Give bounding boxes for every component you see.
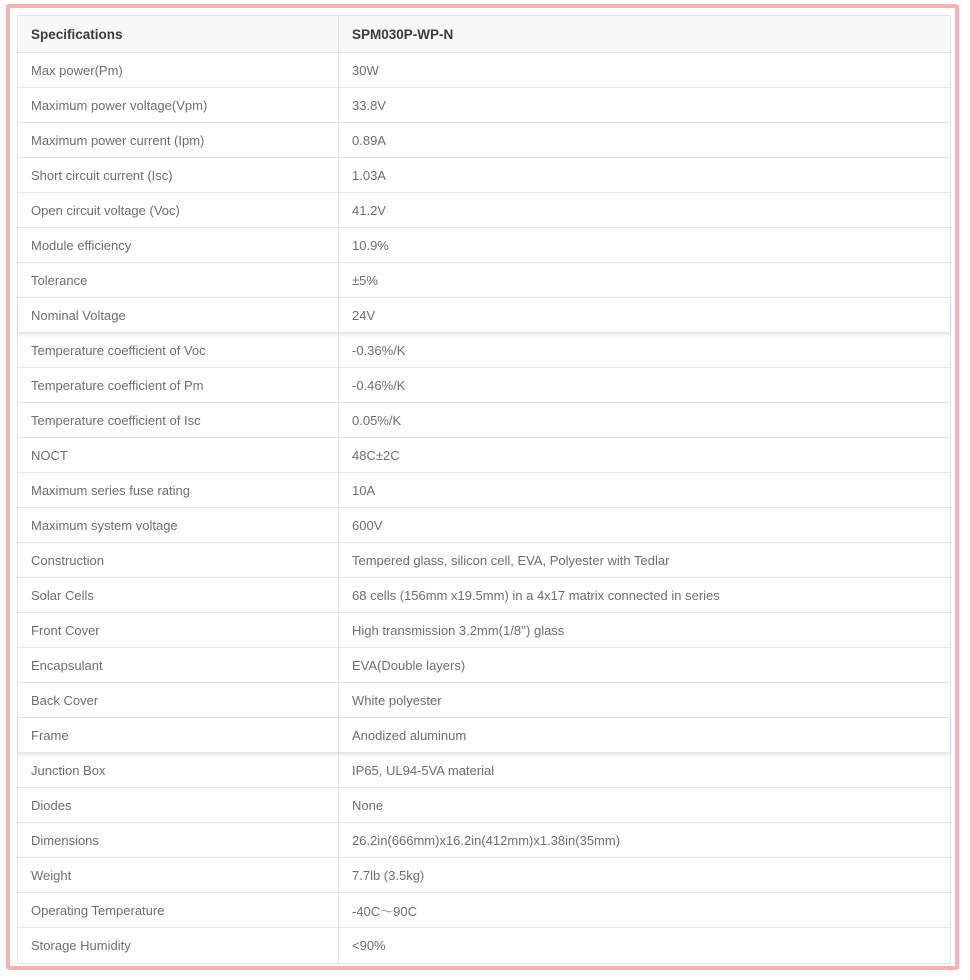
- table-row: [18, 53, 950, 88]
- spec-label-cell: Temperature coefficient of Pm: [18, 368, 339, 402]
- spec-label-cell: NOCT: [18, 438, 339, 472]
- header-model-name: SPM030P-WP-N: [352, 26, 454, 42]
- spec-label-cell: Nominal Voltage: [18, 298, 339, 332]
- spec-value-cell: Anodized aluminum: [352, 727, 467, 743]
- table-row: [18, 123, 950, 158]
- spec-label-cell: Module efficiency: [18, 228, 339, 262]
- spec-value-cell: White polyester: [352, 692, 442, 708]
- table-header-row: [18, 16, 950, 53]
- table-row: [18, 543, 950, 578]
- spec-label-cell: Diodes: [18, 788, 339, 822]
- spec-label-cell: Storage Humidity: [18, 928, 339, 963]
- table-row: [18, 88, 950, 123]
- spec-label-cell: Max power(Pm): [18, 53, 339, 87]
- spec-label-cell: Junction Box: [18, 753, 339, 787]
- spec-value-cell: 10.9%: [352, 237, 389, 253]
- table-row: [18, 928, 950, 963]
- table-row: [18, 683, 950, 718]
- table-row: [18, 858, 950, 893]
- spec-value-cell: EVA(Double layers): [352, 657, 466, 673]
- spec-value-cell: 7.7lb (3.5kg): [352, 867, 425, 883]
- spec-label-cell: Maximum power current (Ipm): [18, 123, 339, 157]
- spec-value-cell: None: [352, 797, 384, 813]
- table-row: [18, 753, 950, 788]
- table-row: [18, 893, 950, 928]
- spec-value-cell: 1.03A: [352, 167, 386, 183]
- spec-value-cell: 10A: [352, 482, 376, 498]
- spec-value-cell: <90%: [352, 938, 386, 953]
- spec-label-cell: Back Cover: [18, 683, 339, 717]
- table-row: [18, 508, 950, 543]
- spec-value-cell: 26.2in(666mm)x16.2in(412mm)x1.38in(35mm): [352, 832, 621, 848]
- table-row: [18, 333, 950, 368]
- table-row: [18, 578, 950, 613]
- table-row: [18, 613, 950, 648]
- spec-value-cell: 0.89A: [352, 132, 386, 148]
- table-row: [18, 158, 950, 193]
- spec-label-cell: Operating Temperature: [18, 893, 339, 927]
- table-row: [18, 298, 950, 333]
- table-row: [18, 718, 950, 753]
- spec-value-cell: 48C±2C: [352, 447, 400, 463]
- spec-value-cell: IP65, UL94-5VA material: [352, 762, 495, 778]
- table-row: [18, 648, 950, 683]
- spec-label-cell: Dimensions: [18, 823, 339, 857]
- spec-label-cell: Construction: [18, 543, 339, 577]
- spec-label-cell: Temperature coefficient of Voc: [18, 333, 339, 367]
- spec-value-cell: 33.8V: [352, 97, 386, 113]
- spec-value-cell: ±5%: [352, 272, 378, 288]
- spec-value-cell: 30W: [352, 62, 379, 78]
- spec-value-cell: -40C～90C: [352, 903, 418, 919]
- specifications-table: [17, 15, 951, 964]
- table-row: [18, 438, 950, 473]
- table-row: [18, 368, 950, 403]
- spec-value-cell: High transmission 3.2mm(1/8'') glass: [352, 622, 565, 638]
- spec-label-cell: Weight: [18, 858, 339, 892]
- spec-value-cell: 0.05%/K: [352, 412, 402, 428]
- spec-label-cell: Tolerance: [18, 263, 339, 297]
- table-row: [18, 823, 950, 858]
- spec-value-cell: -0.46%/K: [352, 377, 406, 393]
- table-row: [18, 473, 950, 508]
- spec-label-cell: Open circuit voltage (Voc): [18, 193, 339, 227]
- table-row: [18, 193, 950, 228]
- table-row: [18, 788, 950, 823]
- spec-label-cell: Solar Cells: [18, 578, 339, 612]
- spec-value-cell: Tempered glass, silicon cell, EVA, Polyester with Tedlar: [352, 552, 670, 568]
- table-body: [18, 53, 950, 963]
- spec-label-cell: Temperature coefficient of Isc: [18, 403, 339, 437]
- spec-label-cell: Short circuit current (Isc): [18, 158, 339, 192]
- spec-value-cell: -0.36%/K: [352, 342, 406, 358]
- table-row: [18, 263, 950, 298]
- spec-label-cell: Encapsulant: [18, 648, 339, 682]
- spec-label-cell: Frame: [18, 718, 339, 752]
- table-row: [18, 228, 950, 263]
- spec-label-cell: Front Cover: [18, 613, 339, 647]
- spec-value-cell: 24V: [352, 307, 376, 323]
- spec-value-cell: 600V: [352, 517, 383, 533]
- spec-label-cell: Maximum series fuse rating: [18, 473, 339, 507]
- spec-value-cell: 41.2V: [352, 202, 386, 218]
- spec-value-cell: 68 cells (156mm x19.5mm) in a 4x17 matrix connected in series: [352, 587, 720, 603]
- table-row: [18, 403, 950, 438]
- spec-label-cell: Maximum power voltage(Vpm): [18, 88, 339, 122]
- spec-label-cell: Maximum system voltage: [18, 508, 339, 542]
- header-specifications: Specifications: [18, 16, 339, 52]
